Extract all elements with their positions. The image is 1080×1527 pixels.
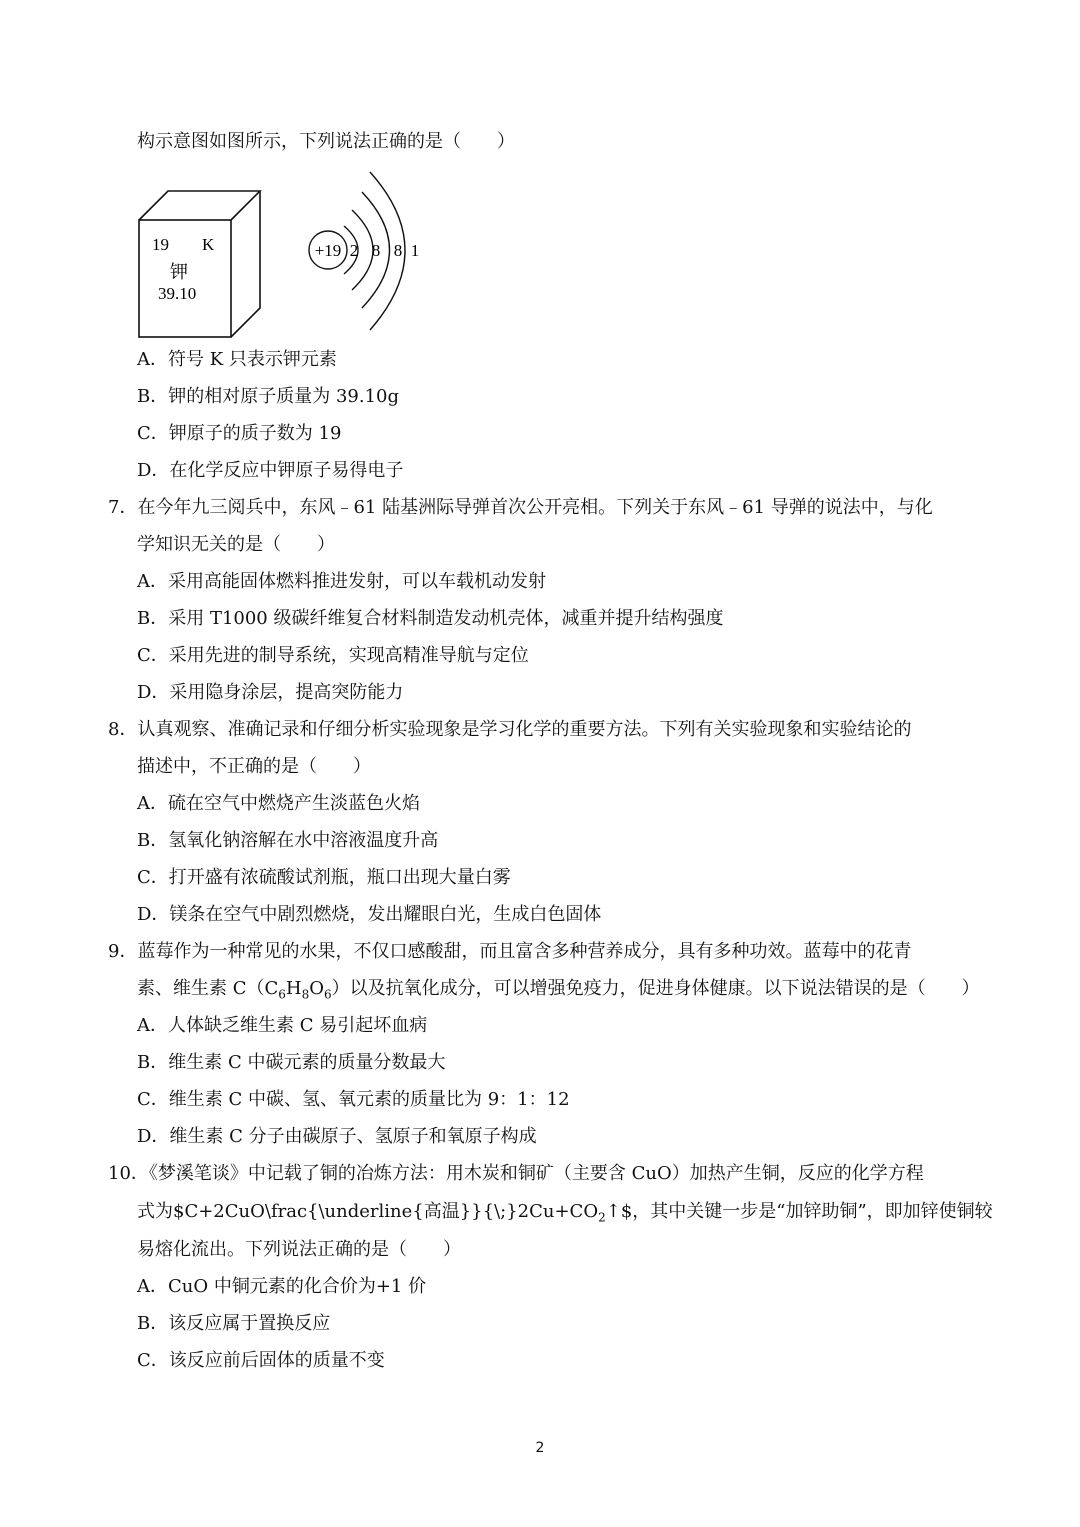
- q7-option-b: B．采用 T1000 级碳纤维复合材料制造发动机壳体，减重并提升结构强度: [137, 608, 724, 629]
- page-number: 2: [535, 1440, 545, 1456]
- q9-option-c: C．维生素 C 中碳、氢、氧元素的质量比为 9：1：12: [137, 1089, 570, 1110]
- q10-option-b: B．该反应属于置换反应: [137, 1313, 331, 1334]
- shell-count-3: 8: [393, 241, 403, 260]
- q9-stem-o: O: [309, 978, 325, 999]
- q9-stem-h: H: [285, 978, 302, 999]
- q8-option-b: B．氢氧化钠溶解在水中溶液温度升高: [137, 830, 439, 851]
- q10-stem-line2: [137, 1200, 993, 1224]
- q10-sub-2: 2: [598, 1210, 606, 1225]
- q10-stem-text-b: ↑$，其中关键一步是“加锌助铜”，即加锌使铜较: [605, 1201, 993, 1222]
- q8-option-c: C．打开盛有浓硫酸试剂瓶，瓶口出现大量白雾: [137, 867, 511, 888]
- shell-count-1: 2: [349, 241, 359, 260]
- q7-option-c: C．采用先进的制导系统，实现高精准导航与定位: [137, 645, 529, 666]
- q9-stem-line2: [137, 977, 980, 1001]
- q6-option-c: C．钾原子的质子数为 19: [137, 423, 342, 444]
- shell-count-4: 1: [410, 241, 420, 260]
- q6-option-b: B．钾的相对原子质量为 39.10g: [137, 386, 400, 407]
- element-name: 钾: [170, 262, 188, 283]
- atomic-number: 19: [152, 235, 169, 254]
- q10-option-c: C．该反应前后固体的质量不变: [137, 1350, 385, 1371]
- q7-stem-line2: 学知识无关的是（ ）: [137, 534, 335, 555]
- q9-sub-h: 8: [301, 987, 310, 1002]
- q9-sub-o: 6: [324, 987, 332, 1002]
- q8-stem-line2: 描述中，不正确的是（ ）: [137, 756, 371, 777]
- q8-stem-line1: 8．认真观察、准确记录和仔细分析实验现象是学习化学的重要方法。下列有关实验现象和实验结论的: [108, 719, 912, 740]
- q9-stem-line1: 9．蓝莓作为一种常见的水果，不仅口感酸甜，而且富含多种营养成分，具有多种功效。蓝莓中的花青: [108, 941, 912, 962]
- q7-option-a: A．采用高能固体燃料推进发射，可以车载机动发射: [137, 571, 546, 592]
- q9-stem-text-a: 素、维生素 C（C: [137, 978, 279, 999]
- element-symbol: K: [202, 235, 215, 254]
- q9-sub-c: 6: [278, 987, 286, 1002]
- q7-stem-line1: 7．在今年九三阅兵中，东风﹣61 陆基洲际导弹首次公开亮相。下列关于东风﹣61 导弹的说法中，与化: [108, 497, 933, 518]
- nucleus-charge: +19: [314, 241, 342, 260]
- q8-option-d: D．镁条在空气中剧烈燃烧，发出耀眼白光，生成白色固体: [137, 904, 602, 925]
- q7-option-d: D．采用隐身涂层，提高突防能力: [137, 682, 404, 703]
- relative-atomic-mass: 39.10: [158, 284, 197, 303]
- q9-option-d: D．维生素 C 分子由碳原子、氢原子和氧原子构成: [137, 1126, 537, 1147]
- q8-option-a: A．硫在空气中燃烧产生淡蓝色火焰: [137, 793, 420, 814]
- q6-stem: 构示意图如图所示，下列说法正确的是（ ）: [137, 131, 515, 152]
- q9-option-b: B．维生素 C 中碳元素的质量分数最大: [137, 1052, 446, 1073]
- q9-option-a: A．人体缺乏维生素 C 易引起坏血病: [137, 1015, 428, 1036]
- q10-stem-text-a: 式为$C+2CuO\frac{\underline{高温}}{\;}2Cu+CO: [137, 1201, 599, 1222]
- shell-count-2: 8: [371, 241, 381, 260]
- q6-option-a: A．符号 K 只表示钾元素: [137, 349, 337, 370]
- potassium-element-cube-and-atom-diagram: [136, 168, 436, 338]
- q10-option-a: A．CuO 中铜元素的化合价为+1 价: [137, 1276, 427, 1297]
- potassium-figure: [136, 168, 436, 338]
- q10-stem-line3: 易熔化流出。下列说法正确的是（ ）: [137, 1239, 461, 1260]
- q9-stem-text-b: ）以及抗氧化成分，可以增强免疫力，促进身体健康。以下说法错误的是（ ）: [331, 978, 980, 999]
- cube-side-face: [231, 191, 260, 337]
- q6-option-d: D．在化学反应中钾原子易得电子: [137, 460, 404, 481]
- q10-stem-line1: 10．《梦溪笔谈》中记载了铜的冶炼方法：用木炭和铜矿（主要含 CuO）加热产生铜，反应的化学方程: [108, 1163, 924, 1184]
- cube-top-face: [139, 191, 260, 220]
